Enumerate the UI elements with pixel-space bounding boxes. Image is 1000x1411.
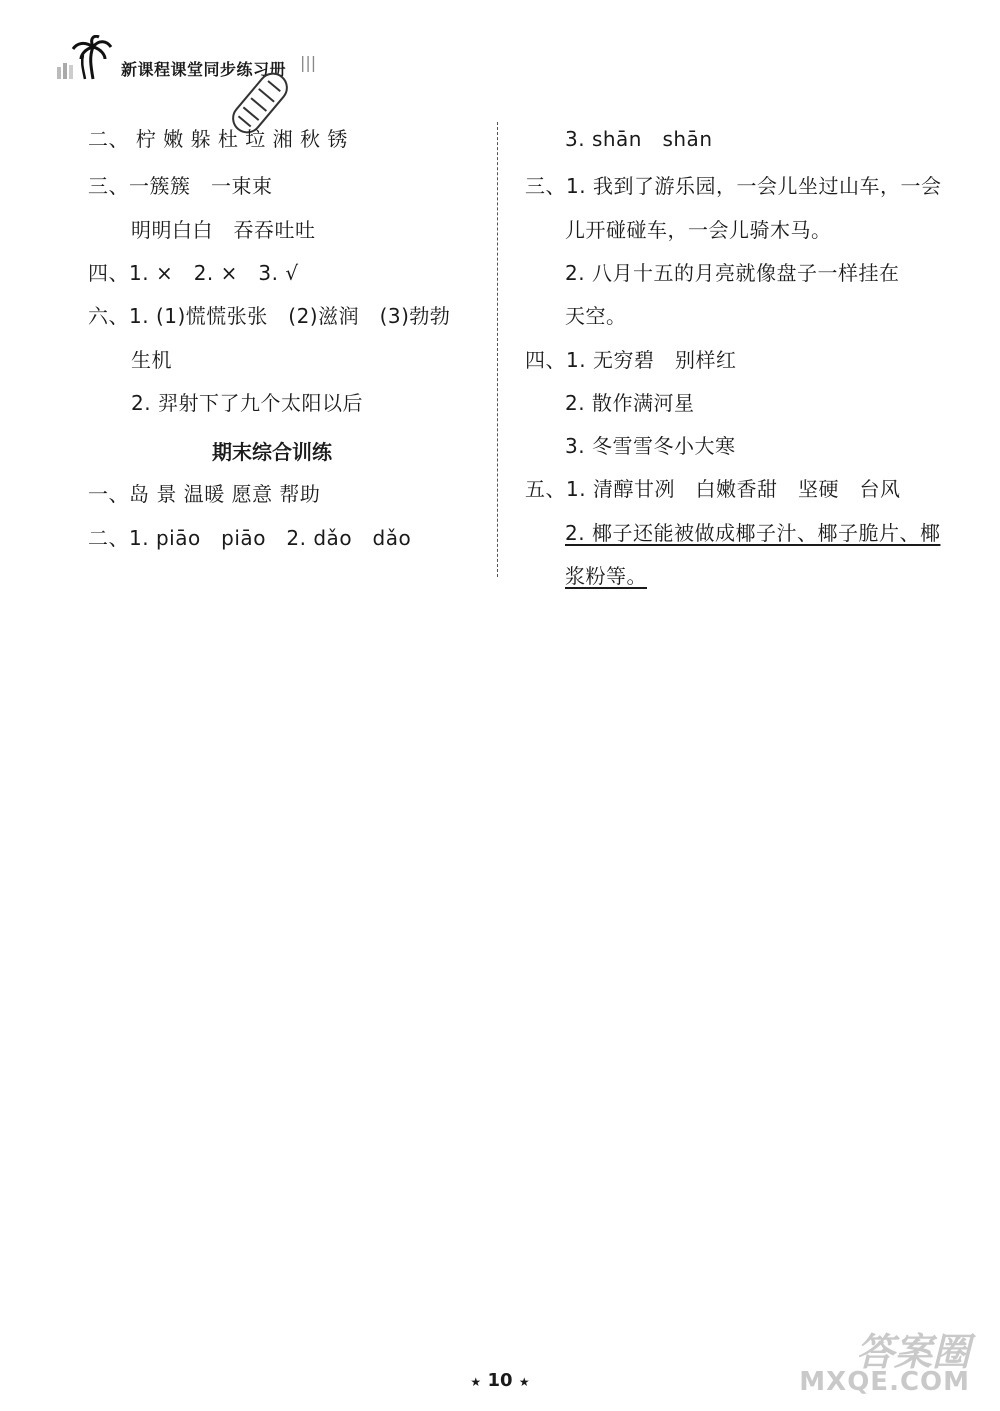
- right-line-7: 2. 散作满河星: [565, 391, 695, 415]
- page-number-value: 10: [487, 1370, 513, 1391]
- left-line-8: 一、岛 景 温暖 愿意 帮助: [88, 482, 321, 506]
- right-line-5: 天空。: [565, 304, 627, 328]
- right-line-3: 儿开碰碰车，一会儿骑木马。: [565, 218, 832, 242]
- right-line-2: 三、1. 我到了游乐园，一会儿坐过山车，一会: [525, 174, 942, 198]
- right-line-10: 2. 椰子还能被做成椰子汁、椰子脆片、椰: [565, 521, 941, 545]
- watermark: [780, 1321, 980, 1401]
- left-line-7: 2. 羿射下了九个太阳以后: [131, 391, 363, 415]
- left-line-6: 生机: [131, 348, 172, 372]
- left-line-1: 二、 柠 嫩 躲 杜 垃 湘 秋 锈: [88, 127, 348, 151]
- palm-tree-icon: [55, 35, 115, 83]
- right-line-11: 浆粉等。: [565, 564, 647, 588]
- watermark-text-1: 答案圈: [855, 1330, 970, 1374]
- left-line-5: 六、1. (1)慌慌张张 (2)滋润 (3)勃勃: [88, 304, 451, 328]
- column-divider: [497, 122, 498, 577]
- left-line-2: 三、一簇簇 一束束: [88, 174, 273, 198]
- section-title: 期末综合训练: [212, 440, 332, 464]
- star-icon: ★: [518, 1375, 530, 1389]
- left-line-9: 二、1. piāo piāo 2. dǎo dǎo: [88, 526, 412, 550]
- left-line-4: 四、1. × 2. × 3. √: [88, 261, 299, 285]
- left-line-3: 明明白白 吞吞吐吐: [131, 218, 316, 242]
- header-marks: |||: [300, 53, 317, 72]
- right-line-8: 3. 冬雪雪冬小大寒: [565, 434, 736, 458]
- star-icon: ★: [470, 1375, 482, 1389]
- watermark-text-2: MXQE.COM: [799, 1367, 970, 1397]
- header: [55, 35, 385, 85]
- right-line-1: 3. shān shān: [565, 127, 713, 151]
- book-title: 新课程课堂同步练习册: [121, 60, 287, 79]
- right-line-6: 四、1. 无穷碧 别样红: [525, 348, 737, 372]
- right-line-4: 2. 八月十五的月亮就像盘子一样挂在: [565, 261, 900, 285]
- right-line-9: 五、1. 清醇甘冽 白嫩香甜 坚硬 台风: [525, 477, 901, 501]
